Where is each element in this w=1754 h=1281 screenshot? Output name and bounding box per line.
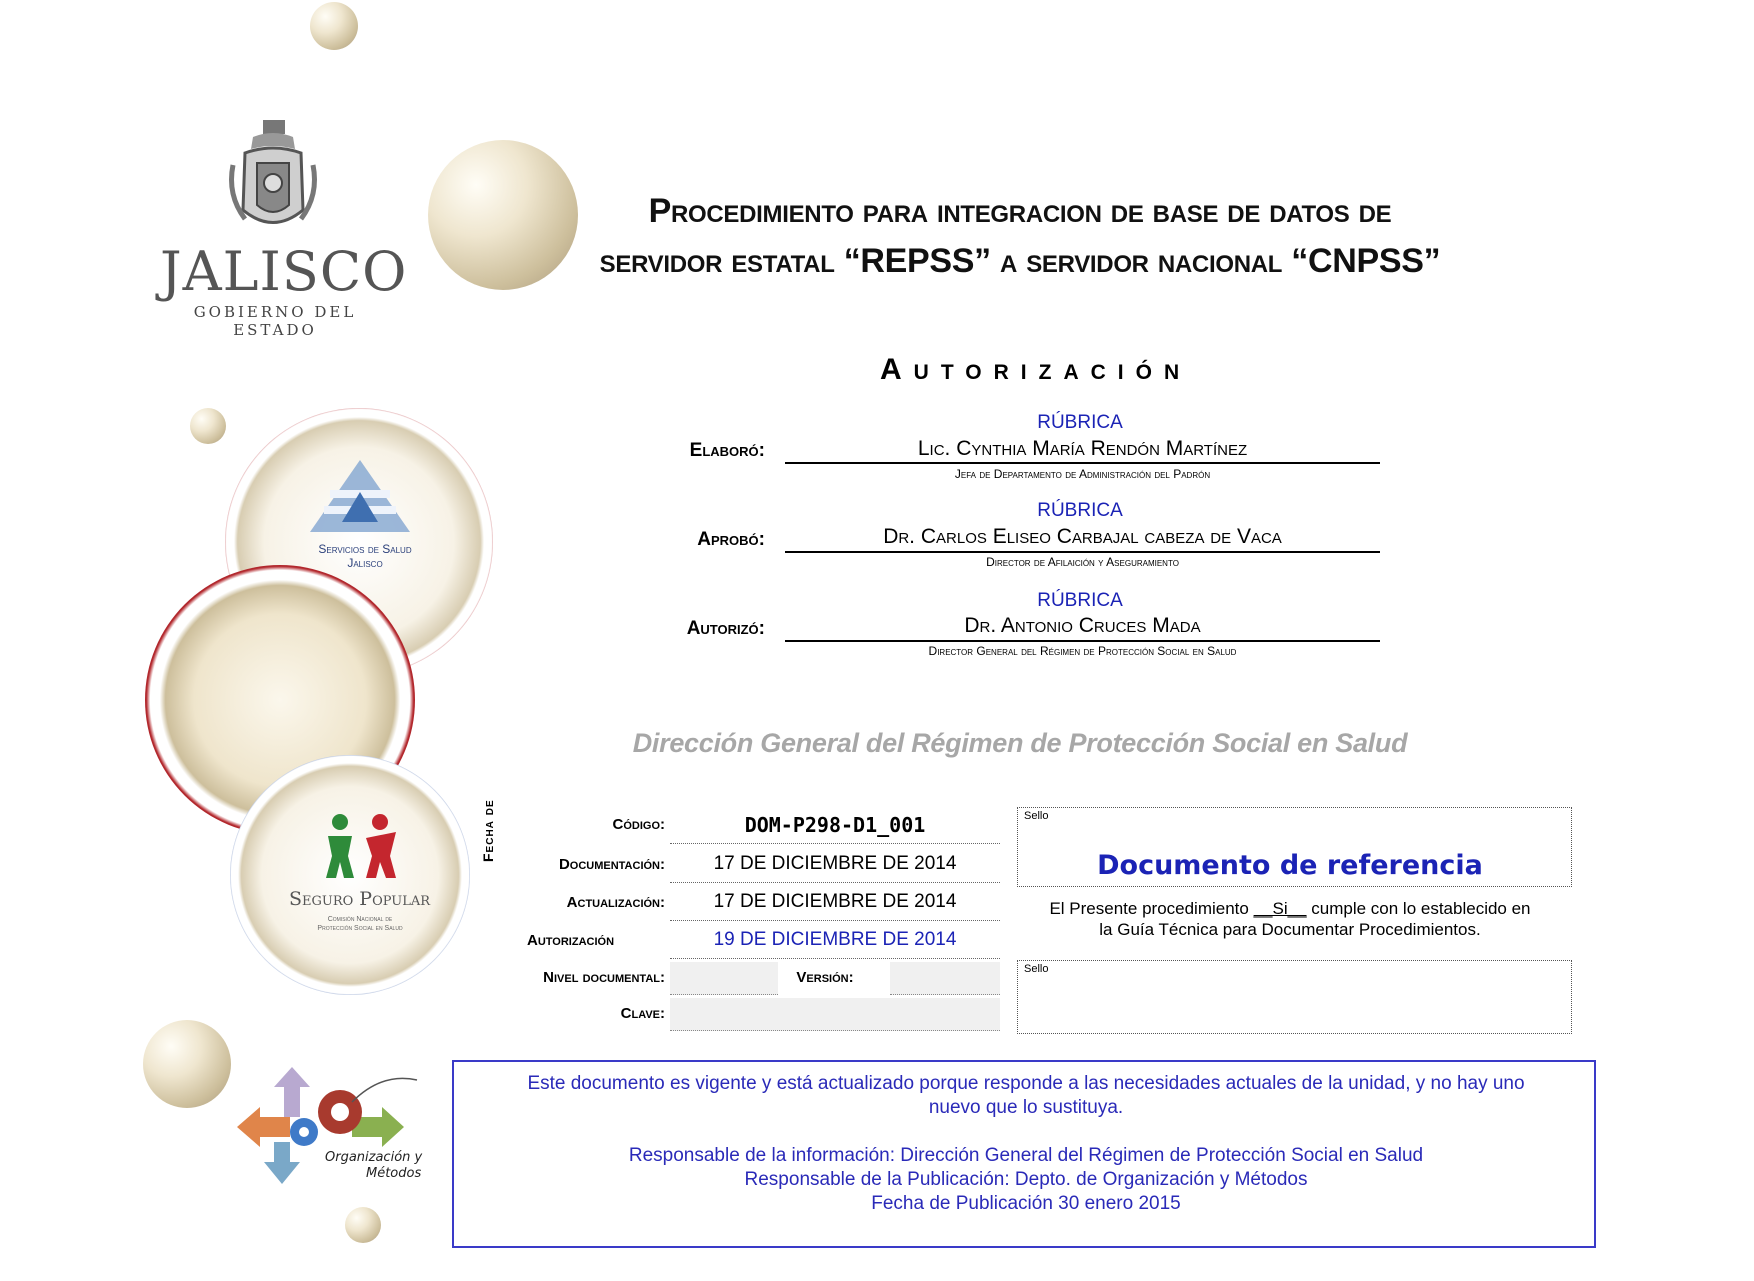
title-line-2: servidor estatal “REPSS” a servidor nacional “CNPSS” xyxy=(599,242,1441,280)
version-field xyxy=(890,962,1000,995)
divider xyxy=(670,920,1000,921)
fecha-de-label: Fecha de xyxy=(480,799,496,862)
name-autorizo: Dr. Antonio Cruces Mada xyxy=(964,614,1201,637)
seguro-popular-sub1: Comisión Nacional de xyxy=(327,916,393,923)
notice-line-2: nuevo que lo sustituya. xyxy=(928,1097,1124,1118)
divider xyxy=(670,882,1000,883)
compliance-text-pre: El Presente procedimiento xyxy=(1049,899,1249,918)
name-elaboro: Lic. Cynthia María Rendón Martínez xyxy=(917,437,1248,460)
responsable-publicacion: Responsable de la Publicación: Depto. de Organización y Métodos xyxy=(744,1169,1308,1190)
role-elaboro: Jefa de Departamento de Administración del Padrón xyxy=(954,467,1211,481)
rubrica-aprobo: RÚBRICA xyxy=(1037,500,1123,521)
documentacion-label: Documentación: xyxy=(558,856,665,873)
seguro-popular-figures-icon xyxy=(318,812,408,882)
version-label: Versión: xyxy=(796,969,854,986)
compliance-text-line2: la Guía Técnica para Documentar Procedimientos. xyxy=(1099,920,1481,939)
jalisco-logo-text: JALISCO xyxy=(160,240,408,303)
organizacion-metodos-line1: Organización y xyxy=(325,1150,423,1165)
decorative-sphere xyxy=(143,1020,231,1108)
organizacion-metodos-line2: Métodos xyxy=(366,1166,422,1181)
name-aprobo: Dr. Carlos Eliseo Carbajal cabeza de Vaca xyxy=(883,525,1282,548)
department-name: Dirección General del Régimen de Protección Social en Salud xyxy=(632,728,1408,758)
seguro-popular-sub2: Protección Social en Salud xyxy=(317,925,403,932)
validity-notice-box xyxy=(452,1060,1596,1248)
label-elaboro: Elaboró: xyxy=(689,440,765,461)
decorative-sphere xyxy=(310,2,358,50)
clave-field xyxy=(670,998,1000,1031)
codigo-value: DOM-P298-D1_001 xyxy=(744,813,926,837)
authorization-heading: Autorización xyxy=(880,353,1192,386)
servicios-salud-logo-icon xyxy=(300,452,420,542)
autorizacion-label: Autorización xyxy=(527,932,615,949)
sello-label: Sello xyxy=(1024,810,1049,822)
rubrica-autorizo: RÚBRICA xyxy=(1037,590,1123,611)
rubrica-elaboro: RÚBRICA xyxy=(1037,412,1123,433)
fecha-publicacion: Fecha de Publicación 30 enero 2015 xyxy=(871,1193,1181,1214)
compliance-text-post: cumple con lo establecido en xyxy=(1311,899,1531,918)
role-autorizo: Director General del Régimen de Protección Social en Salud xyxy=(928,644,1237,658)
divider xyxy=(670,843,1000,844)
codigo-label: Código: xyxy=(612,816,665,833)
documentacion-value: 17 DE DICIEMBRE DE 2014 xyxy=(713,853,957,874)
responsable-informacion: Responsable de la información: Dirección General del Régimen de Protección Social en Salud xyxy=(628,1145,1424,1166)
role-aprobo: Director de Afilaición y Aseguramiento xyxy=(986,555,1179,569)
notice-line-1: Este documento es vigente y está actualizado porque responde a las necesidades actuales de la unidad, y no hay uno xyxy=(527,1073,1525,1094)
actualizacion-value: 17 DE DICIEMBRE DE 2014 xyxy=(713,891,957,912)
nivel-documental-field xyxy=(670,962,778,995)
actualizacion-label: Actualización: xyxy=(566,894,665,911)
document-reference-title: Documento de referencia xyxy=(1097,850,1483,881)
sello-box-bottom xyxy=(1017,960,1572,1034)
signature-line xyxy=(785,462,1380,464)
label-aprobo: Aprobó: xyxy=(697,529,765,550)
document-title xyxy=(440,186,1600,286)
signature-line xyxy=(785,640,1380,642)
nivel-documental-label: Nivel documental: xyxy=(543,969,665,986)
jalisco-logo-subtitle: GOBIERNO DEL ESTADO xyxy=(193,303,357,339)
divider xyxy=(670,958,1000,959)
decorative-sphere xyxy=(345,1207,381,1243)
servicios-salud-line1: Servicios de Salud xyxy=(318,542,412,556)
seguro-popular-title: Seguro Popular xyxy=(288,888,431,910)
servicios-salud-line2: Jalisco xyxy=(347,556,383,570)
decorative-sphere xyxy=(190,408,226,444)
clave-label: Clave: xyxy=(620,1005,665,1022)
compliance-answer: __Si__ xyxy=(1253,899,1307,918)
sello-label: Sello xyxy=(1024,963,1049,975)
title-line-1: Procedimiento para integracion de base de datos de xyxy=(648,192,1392,230)
jalisco-coat-of-arms-icon xyxy=(223,115,323,240)
autorizacion-value: 19 DE DICIEMBRE DE 2014 xyxy=(713,929,957,950)
compliance-statement xyxy=(1020,898,1560,940)
signature-line xyxy=(785,551,1380,553)
label-autorizo: Autorizó: xyxy=(686,618,765,639)
